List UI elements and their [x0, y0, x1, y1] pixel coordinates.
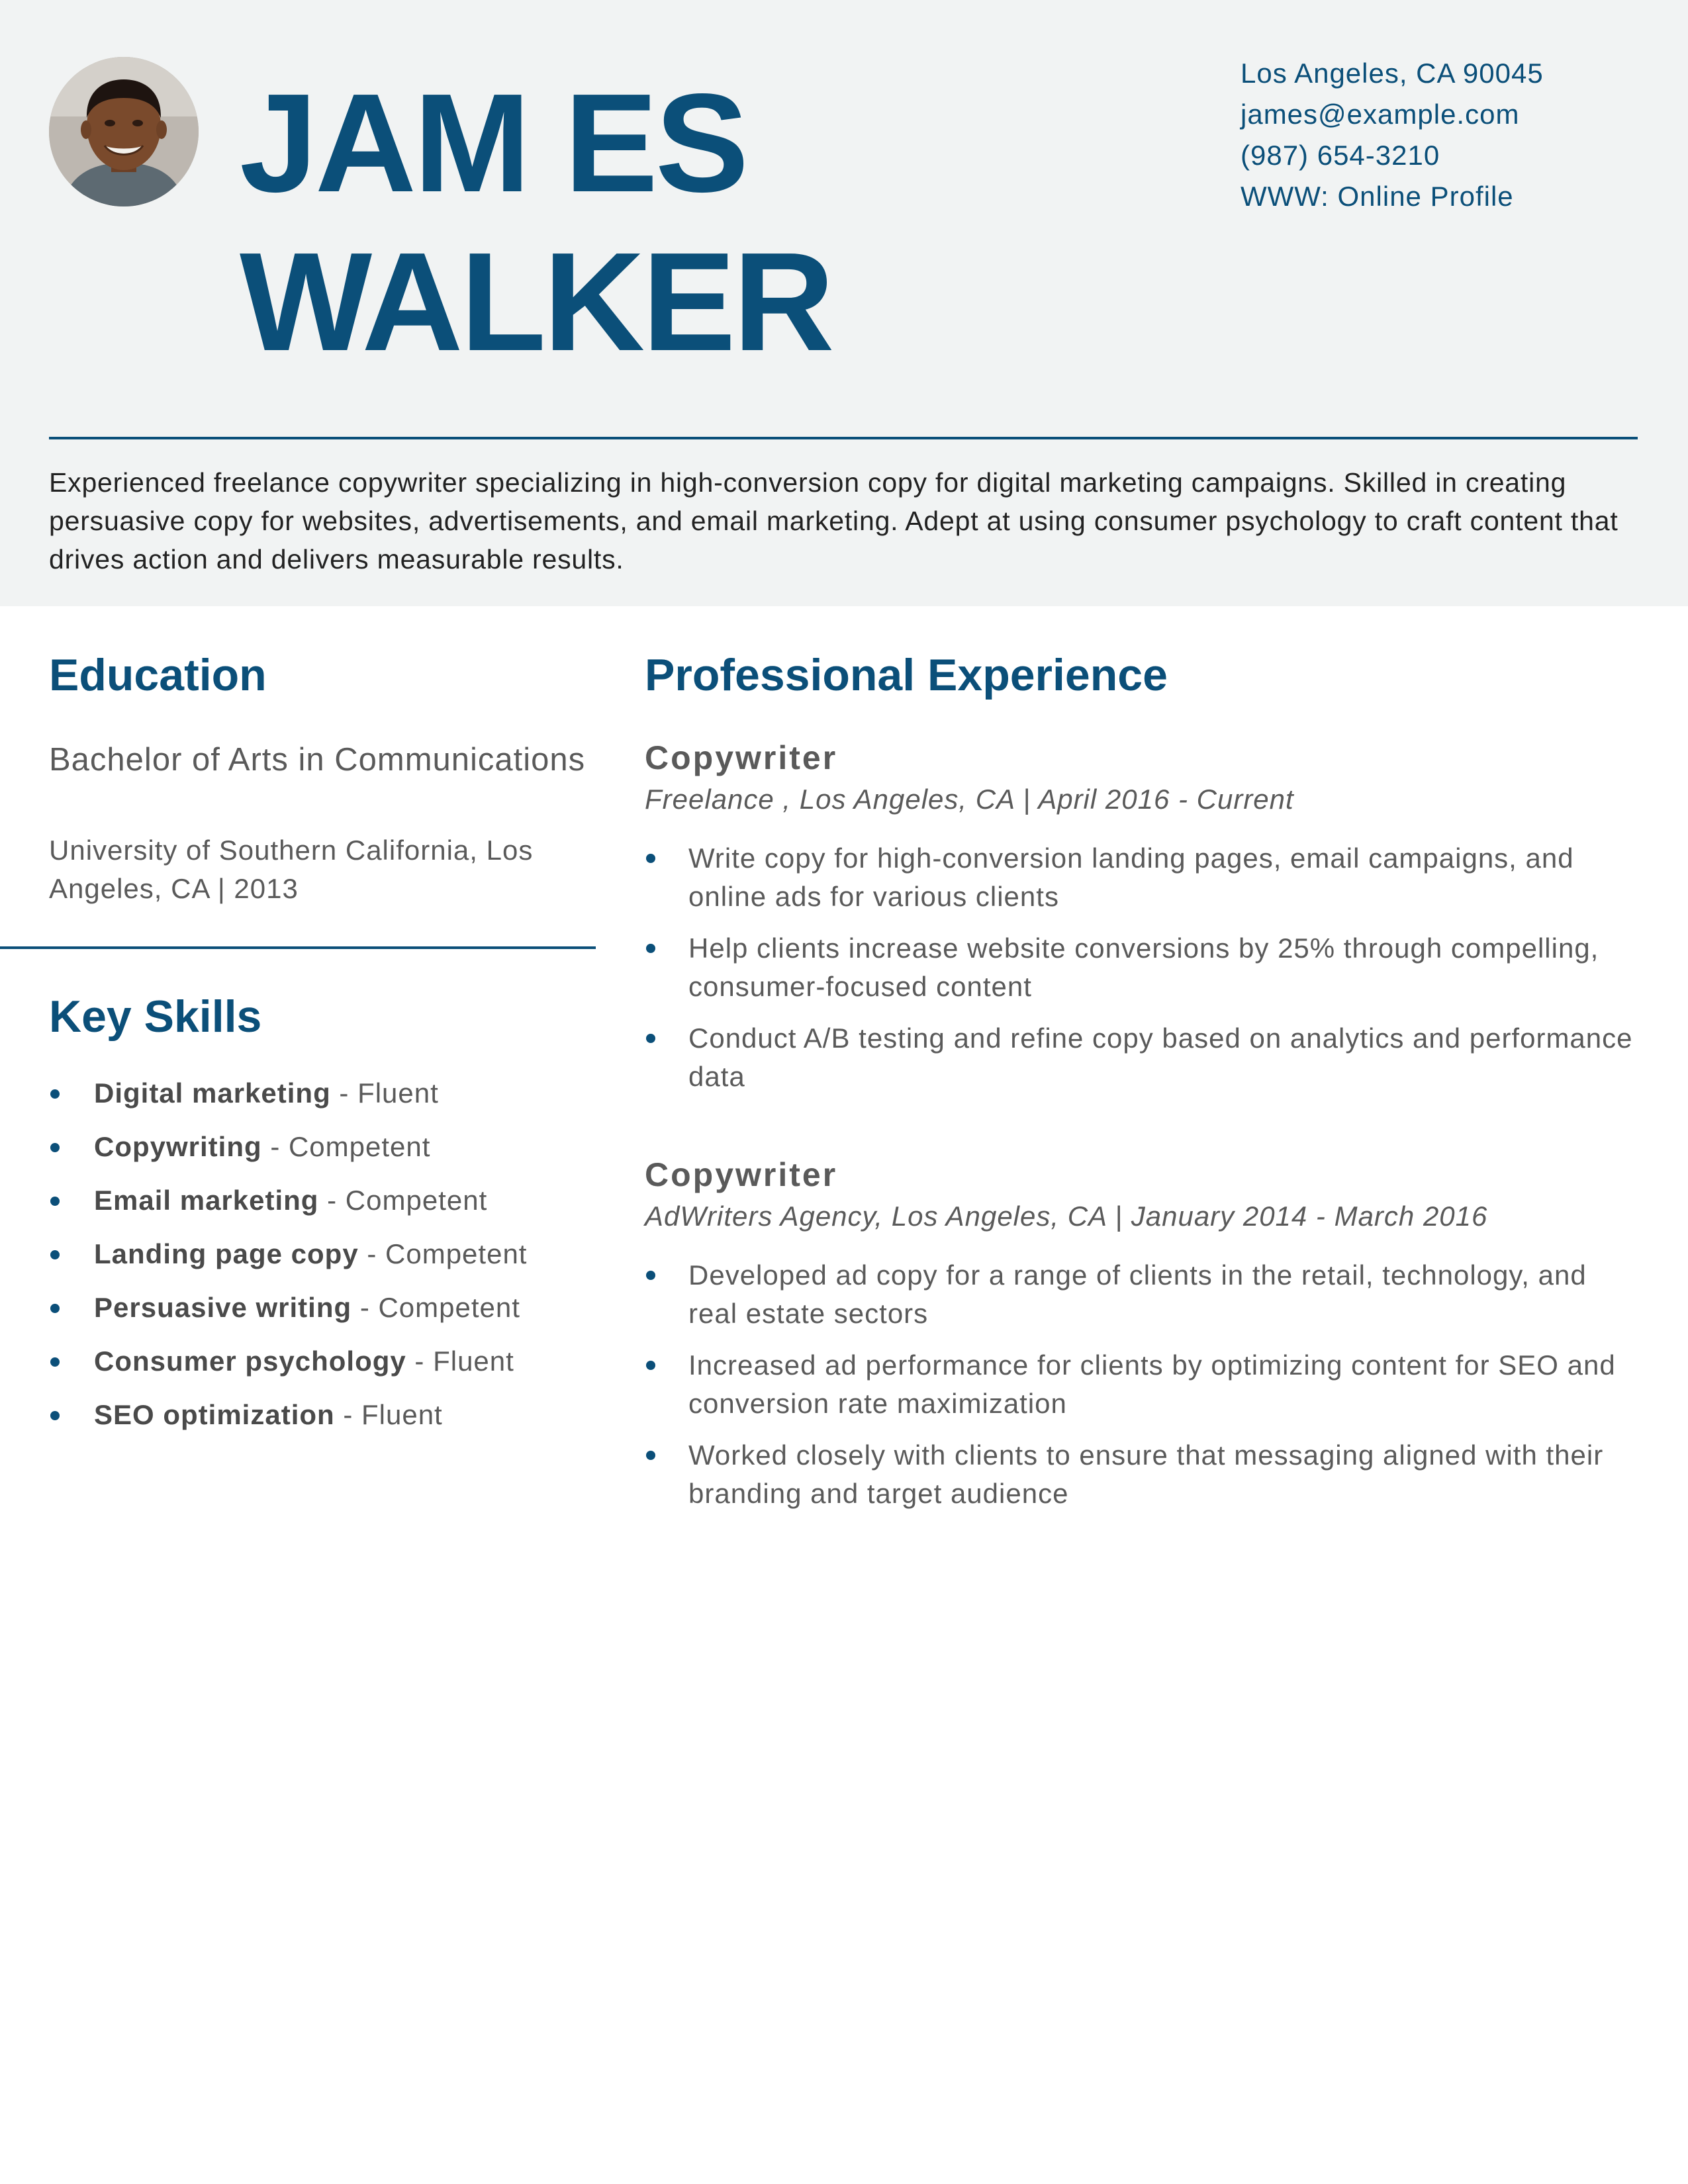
skill-level: - Competent [352, 1292, 520, 1323]
skills-list [49, 1072, 527, 1447]
job-bullets [645, 1256, 1638, 1513]
job-bullet [645, 839, 1638, 916]
education-school: University of Southern California, Los Angeles, CA | 2013 [49, 835, 534, 904]
job-bullet [645, 1436, 1638, 1513]
header-divider [49, 437, 1638, 439]
job-bullet [645, 1346, 1638, 1423]
candidate-name [240, 64, 832, 381]
last-name: WALKER [240, 223, 832, 380]
bullet-icon [50, 1411, 60, 1420]
bullet-icon [646, 1451, 655, 1460]
bullet-text: Developed ad copy for a range of clients in the retail, technology, and real estate sectors [688, 1259, 1587, 1329]
education-heading: Education [49, 650, 267, 700]
job-title: Copywriter [645, 739, 838, 776]
skill-level: - Competent [358, 1238, 528, 1269]
skills-heading: Key Skills [49, 991, 262, 1042]
person-photo-icon [49, 57, 199, 206]
first-name: JAM ES [240, 64, 747, 221]
bullet-icon [646, 1361, 655, 1370]
left-column-divider [0, 946, 596, 949]
bullet-text: Help clients increase website conversions by 25% through compelling, consumer-focused content [688, 933, 1599, 1002]
skill-item [49, 1340, 527, 1394]
skill-name: Persuasive writing [94, 1292, 352, 1323]
bullet-icon [50, 1304, 60, 1313]
skill-name: SEO optimization [94, 1399, 335, 1430]
bullet-icon [50, 1357, 60, 1367]
skill-name: Consumer psychology [94, 1345, 406, 1377]
skill-item [49, 1126, 527, 1179]
experience-heading: Professional Experience [645, 650, 1168, 700]
job-entry [645, 736, 1638, 1109]
skill-level: - Fluent [406, 1345, 514, 1377]
job-meta: AdWriters Agency, Los Angeles, CA | January 2014 - March 2016 [645, 1201, 1488, 1232]
bullet-text: Conduct A/B testing and refine copy based on analytics and performance data [688, 1023, 1633, 1092]
bullet-icon [50, 1197, 60, 1206]
job-bullet [645, 929, 1638, 1006]
bullet-text: Increased ad performance for clients by optimizing content for SEO and conversion rate maximization [688, 1349, 1616, 1419]
bullet-icon [50, 1143, 60, 1152]
skill-name: Landing page copy [94, 1238, 359, 1269]
skill-level: - Fluent [330, 1077, 439, 1109]
header-band [0, 0, 1688, 606]
contact-block [1241, 53, 1544, 217]
skill-name: Digital marketing [94, 1077, 331, 1109]
job-bullet [645, 1256, 1638, 1333]
bullet-icon [646, 944, 655, 953]
skill-item [49, 1287, 527, 1340]
contact-website[interactable]: WWW: Online Profile [1241, 181, 1514, 212]
skill-item [49, 1072, 527, 1126]
bullet-icon [646, 1034, 655, 1043]
job-bullets [645, 839, 1638, 1096]
job-entry [645, 1153, 1638, 1526]
contact-phone[interactable]: (987) 654-3210 [1241, 140, 1440, 171]
bullet-icon [646, 854, 655, 863]
job-bullet [645, 1019, 1638, 1096]
profile-photo [49, 57, 199, 206]
skill-item [49, 1233, 527, 1287]
skill-level: - Competent [318, 1185, 488, 1216]
skill-item [49, 1394, 527, 1447]
bullet-text: Worked closely with clients to ensure that messaging aligned with their branding and target audience [688, 1439, 1604, 1509]
professional-summary: Experienced freelance copywriter specializing in high-conversion copy for digital marketing campaigns. Skilled in creating persuasive copy for websites, advertisements, and email marketing. Adept at using consumer psychology to craft content that drives action and delivers measurable results. [49, 467, 1618, 574]
bullet-text: Write copy for high-conversion landing pages, email campaigns, and online ads for various clients [688, 842, 1574, 912]
contact-email[interactable]: james@example.com [1241, 99, 1520, 130]
bullet-icon [50, 1089, 60, 1099]
skill-level: - Competent [261, 1131, 431, 1162]
skill-name: Email marketing [94, 1185, 319, 1216]
bullet-icon [50, 1250, 60, 1259]
job-meta: Freelance , Los Angeles, CA | April 2016 - Current [645, 784, 1294, 815]
job-title: Copywriter [645, 1156, 838, 1193]
education-degree: Bachelor of Arts in Communications [49, 742, 586, 778]
contact-location: Los Angeles, CA 90045 [1241, 58, 1544, 89]
skill-name: Copywriting [94, 1131, 262, 1162]
bullet-icon [646, 1271, 655, 1280]
skill-level: - Fluent [334, 1399, 443, 1430]
skill-item [49, 1179, 527, 1233]
